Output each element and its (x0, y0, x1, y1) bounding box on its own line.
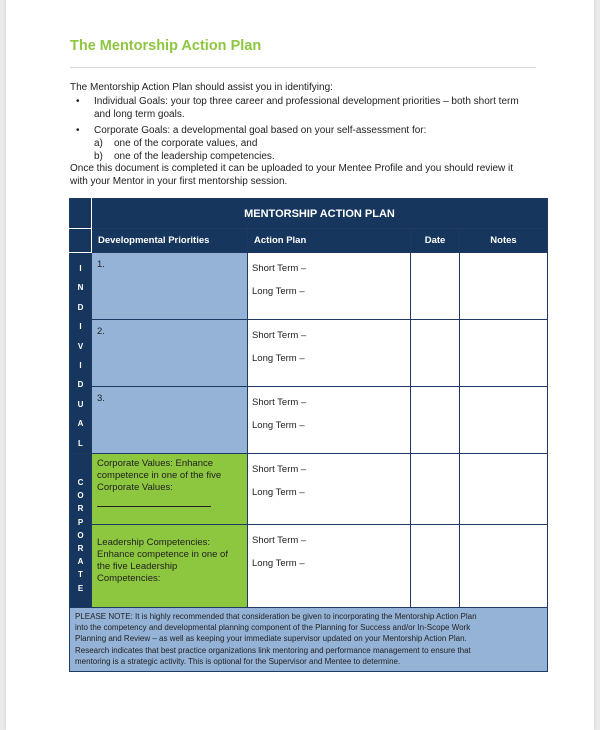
date-cell[interactable] (411, 253, 460, 320)
bullet-line: and long term goals. (94, 109, 185, 120)
goals-list (70, 95, 550, 163)
short-term-label: Short Term – (252, 535, 307, 547)
action-plan-cell[interactable] (248, 387, 411, 454)
side-letter: L (78, 438, 83, 448)
action-plan-table (69, 198, 548, 672)
col-date: Date (411, 229, 460, 253)
note-line: mentoring is a strategic activity. This is optional for the Supervisor and Mentee to determine. (75, 656, 401, 666)
date-cell[interactable] (411, 387, 460, 454)
side-label-individual (70, 253, 92, 454)
bullet-line: Corporate Goals: a developmental goal based on your self-assessment for: (94, 125, 427, 136)
side-label-corporate (70, 454, 92, 608)
action-plan-cell[interactable] (248, 525, 411, 608)
title-divider (70, 67, 536, 68)
row-number: 2. (97, 326, 105, 338)
side-letter: R (77, 504, 84, 514)
date-cell[interactable] (411, 525, 460, 608)
bullet-corporate-goals (70, 124, 550, 137)
notes-cell[interactable] (460, 454, 548, 525)
individual-priority-cell[interactable] (92, 387, 248, 454)
side-letter: I (79, 264, 82, 273)
side-letter: V (77, 341, 84, 351)
sub-item-marker: a) (94, 138, 103, 149)
document-page (6, 0, 594, 730)
please-note (70, 608, 548, 672)
sub-item-corporate-values (70, 137, 550, 150)
note-line: Research indicates that best practice organizations link mentoring and performance management to ensure that (75, 645, 471, 655)
note-line: Planning and Review – as well as keeping your immediate supervisor updated on your Mentorship Action Plan. (75, 634, 467, 644)
bullet-line: Individual Goals: your top three career and professional development priorities – both short term (94, 96, 519, 107)
side-letter: N (77, 283, 84, 293)
long-term-label: Long Term – (252, 420, 305, 432)
long-term-label: Long Term – (252, 558, 305, 570)
row-number: 3. (97, 393, 105, 405)
cell-line: Corporate Values: (97, 482, 173, 494)
side-letter: O (77, 491, 84, 501)
col-developmental-priorities: Developmental Priorities (92, 229, 248, 253)
action-plan-cell[interactable] (248, 253, 411, 320)
side-letter: I (79, 361, 82, 371)
sub-item-text: one of the leadership competencies. (114, 151, 275, 162)
side-letters (70, 454, 91, 595)
long-term-label: Long Term – (252, 487, 305, 499)
note-line: PLEASE NOTE: It is highly recommended that consideration be given to incorporating the Mentorship Action Plan (75, 612, 477, 622)
notes-cell[interactable] (460, 387, 548, 454)
date-cell[interactable] (411, 454, 460, 525)
row-number: 1. (97, 259, 105, 270)
date-cell[interactable] (411, 320, 460, 387)
side-letter: R (77, 544, 84, 554)
action-plan-cell[interactable] (248, 454, 411, 525)
long-term-label: Long Term – (252, 353, 305, 365)
fill-in-line[interactable] (97, 495, 211, 507)
cell-line: the five Leadership (97, 561, 178, 573)
blank-corner (70, 229, 92, 253)
notes-cell[interactable] (460, 525, 548, 608)
leadership-competencies-cell[interactable] (92, 525, 248, 608)
individual-priority-cell[interactable] (92, 320, 248, 387)
side-letter: D (77, 302, 84, 312)
side-letters (70, 253, 91, 453)
long-term-label: Long Term – (252, 286, 305, 297)
notes-cell[interactable] (460, 253, 548, 320)
bullet-marker: • (76, 125, 80, 136)
cell-line: Enhance competence in one of (97, 549, 228, 561)
side-letter: P (77, 517, 84, 527)
col-notes: Notes (460, 229, 548, 253)
cell-line: competence in one of the five (97, 470, 222, 482)
cell-line: Leadership Competencies: (97, 537, 211, 549)
individual-priority-cell[interactable] (92, 253, 248, 320)
col-action-plan: Action Plan (248, 229, 411, 253)
side-letter: E (77, 583, 84, 593)
side-letter: U (77, 399, 84, 409)
cell-line: Corporate Values: Enhance (97, 458, 214, 470)
bullet-individual-goals (70, 95, 550, 121)
side-letter: I (79, 322, 82, 332)
upload-instructions (70, 162, 550, 188)
side-letter: A (77, 419, 84, 429)
short-term-label: Short Term – (252, 330, 307, 342)
blank-corner (70, 199, 92, 229)
side-letter: A (77, 557, 84, 567)
side-letter: T (78, 570, 83, 580)
short-term-label: Short Term – (252, 464, 307, 476)
side-letter: D (77, 380, 84, 390)
instruction-line: Once this document is completed it can be uploaded to your Mentee Profile and you should review it (70, 163, 514, 174)
side-letter: C (77, 478, 84, 488)
notes-cell[interactable] (460, 320, 548, 387)
corporate-values-cell[interactable] (92, 454, 248, 525)
sub-item-marker: b) (94, 151, 103, 162)
bullet-marker: • (76, 96, 80, 107)
cell-line: Competencies: (97, 573, 161, 585)
short-term-label: Short Term – (252, 397, 307, 409)
intro-text: The Mentorship Action Plan should assist you in identifying: (70, 82, 333, 93)
table-title: MENTORSHIP ACTION PLAN (92, 199, 548, 229)
action-plan-cell[interactable] (248, 320, 411, 387)
sub-item-text: one of the corporate values, and (114, 138, 258, 149)
side-letter: O (77, 530, 84, 540)
note-line: into the competency and developmental planning component of the Planning for Success and/or In-Scope Work (75, 623, 471, 633)
instruction-line: with your Mentor in your first mentorship session. (70, 176, 288, 187)
document-title: The Mentorship Action Plan (70, 38, 262, 54)
short-term-label: Short Term – (252, 263, 307, 274)
